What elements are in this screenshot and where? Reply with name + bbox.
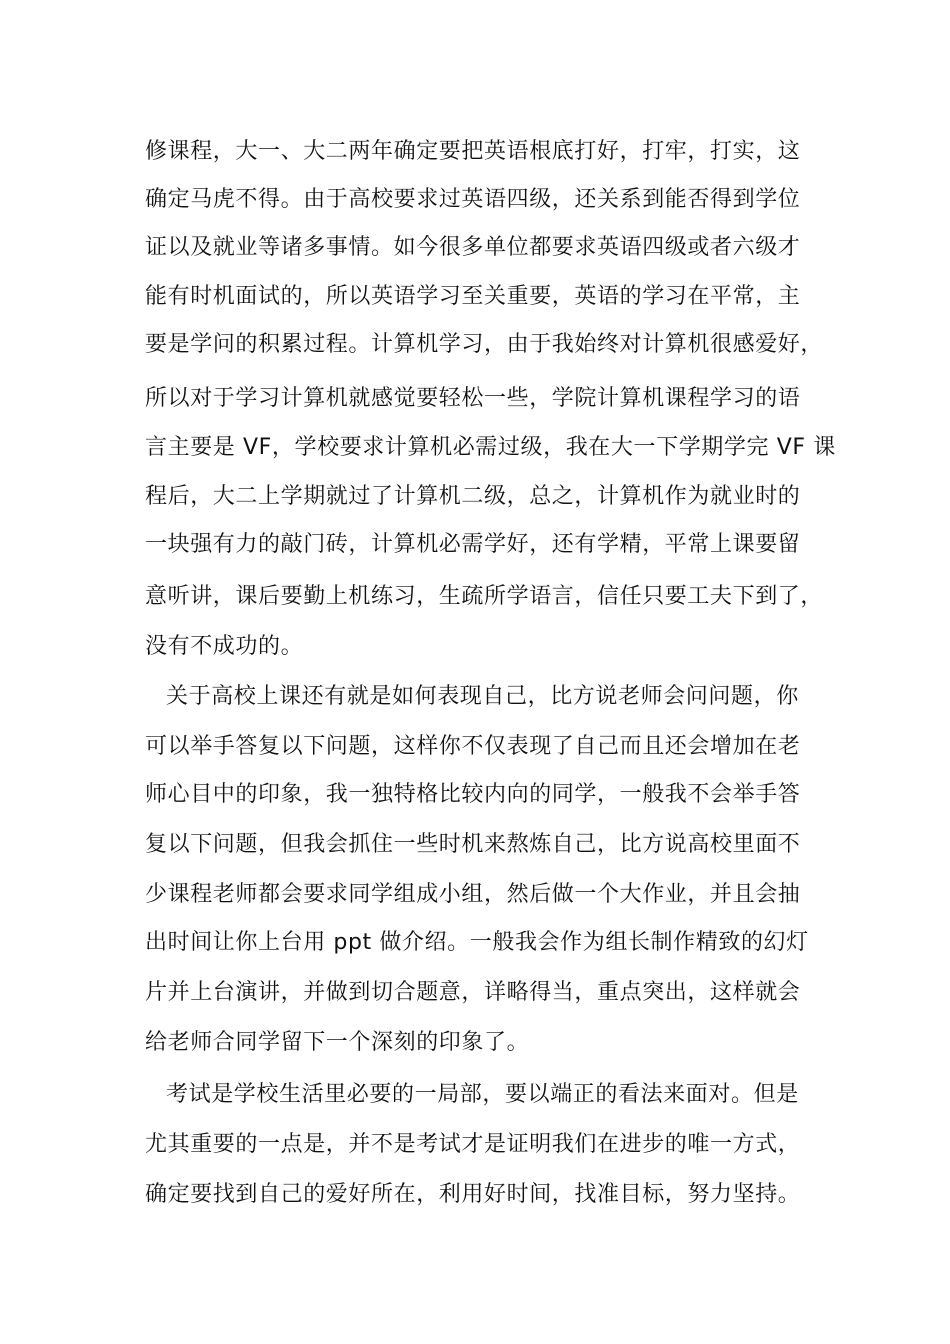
paragraph-line: 修课程，大一、大二两年确定要把英语根底打好，打牢，打实，这 bbox=[145, 139, 801, 164]
paragraph-line: 程后，大二上学期就过了计算机二级，总之，计算机作为就业时的 bbox=[145, 484, 801, 509]
paragraph-line: 能有时机面试的，所以英语学习至关重要，英语的学习在平常，主 bbox=[145, 284, 801, 309]
paragraph-line: 师心目中的印象，我一独特格比较内向的同学，一般我不会举手答 bbox=[145, 782, 801, 807]
paragraph-line: 关于高校上课还有就是如何表现自己，比方说老师会问问题，你 bbox=[166, 684, 799, 709]
paragraph-line: 尤其重要的一点是，并不是考试才是证明我们在进步的唯一方式， bbox=[145, 1132, 801, 1157]
paragraph-line: 所以对于学习计算机就感觉要轻松一些，学院计算机课程学习的语 bbox=[145, 386, 801, 411]
paragraph-line: 意听讲，课后要勤上机练习，生疏所学语言，信任只要工夫下到了， bbox=[145, 584, 824, 609]
paragraph-line: 一块强有力的敲门砖，计算机必需学好，还有学精，平常上课要留 bbox=[145, 532, 801, 557]
paragraph-line: 没有不成功的。 bbox=[145, 634, 304, 659]
paragraph-line: 可以举手答复以下问题，这样你不仅表现了自己而且还会增加在老 bbox=[145, 734, 801, 759]
paragraph-line: 确定要找到自己的爱好所在，利用好时间，找准目标，努力坚持。 bbox=[145, 1182, 801, 1207]
paragraph-line: 出时间让你上台用 ppt 做介绍。一般我会作为组长制作精致的幻灯 bbox=[145, 930, 809, 955]
paragraph-line: 少课程老师都会要求同学组成小组，然后做一个大作业，并且会抽 bbox=[145, 882, 801, 907]
paragraph-line: 言主要是 VF，学校要求计算机必需过级，我在大一下学期学完 VF 课 bbox=[145, 435, 836, 460]
paragraph-line: 要是学问的积累过程。计算机学习，由于我始终对计算机很感爱好， bbox=[145, 332, 824, 357]
paragraph-line: 片并上台演讲，并做到切合题意，详略得当，重点突出，这样就会 bbox=[145, 980, 801, 1005]
paragraph-line: 确定马虎不得。由于高校要求过英语四级，还关系到能否得到学位 bbox=[145, 187, 801, 212]
paragraph-line: 证以及就业等诸多事情。如今很多单位都要求英语四级或者六级才 bbox=[145, 235, 801, 260]
paragraph-line: 考试是学校生活里必要的一局部，要以端正的看法来面对。但是 bbox=[166, 1082, 799, 1107]
paragraph-line: 给老师合同学留下一个深刻的印象了。 bbox=[145, 1030, 530, 1055]
paragraph-line: 复以下问题，但我会抓住一些时机来熬炼自己，比方说高校里面不 bbox=[145, 832, 801, 857]
